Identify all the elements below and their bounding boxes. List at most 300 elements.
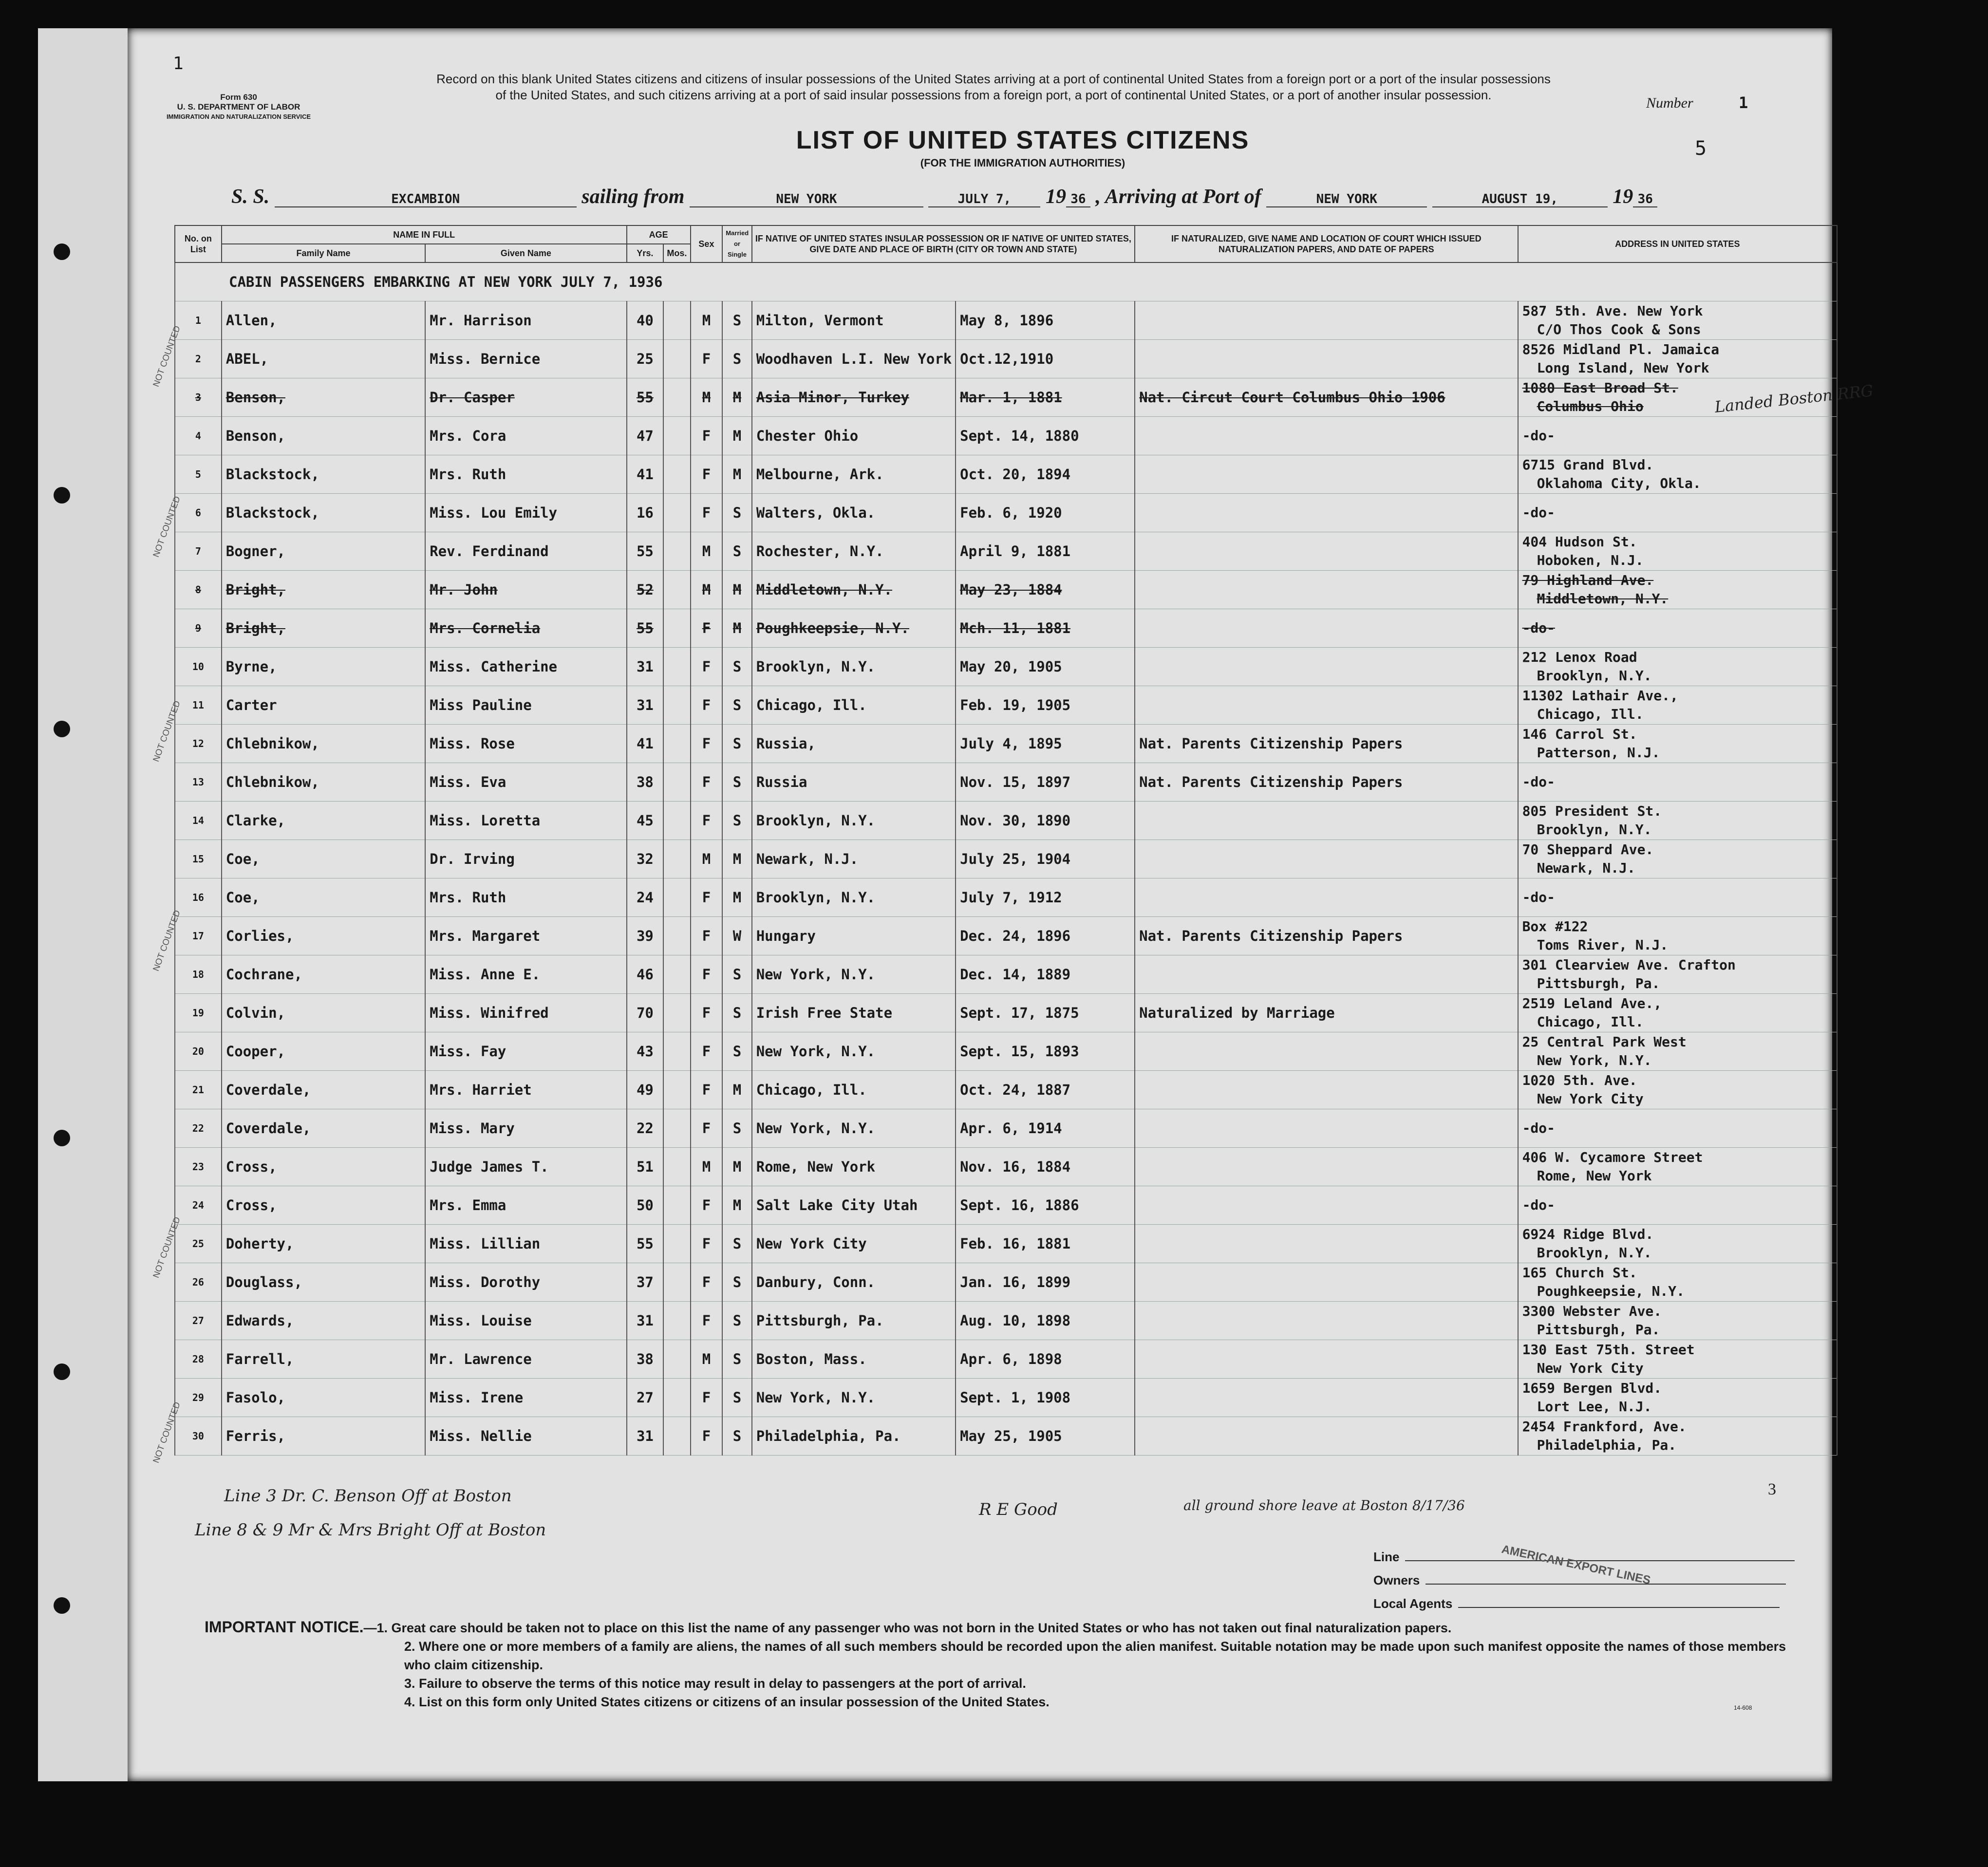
address-line-1: -do- (1522, 889, 1555, 905)
section-label: CABIN PASSENGERS EMBARKING AT NEW YORK JULY 7, 1936 (175, 262, 1837, 301)
col-address: ADDRESS IN UNITED STATES (1518, 225, 1837, 262)
row-number: 27 (175, 1302, 222, 1340)
naturalization (1135, 840, 1518, 878)
address-line-2: New York, N.Y. (1537, 1052, 1652, 1068)
marital-status: S (722, 301, 751, 340)
family-name: Colvin, (222, 994, 425, 1032)
birth-date: Sept. 15, 1893 (956, 1032, 1135, 1071)
address-line-2: Chicago, Ill. (1537, 706, 1644, 722)
marital-status: S (722, 955, 751, 994)
family-name: Cross, (222, 1186, 425, 1225)
sex: F (691, 609, 723, 648)
line-label: Line (1373, 1550, 1400, 1564)
col-sex: Sex (691, 225, 723, 262)
family-name: Allen, (222, 301, 425, 340)
address-line-1: 3300 Webster Ave. (1522, 1303, 1662, 1319)
section-row (175, 262, 1837, 301)
given-name: Dr. Irving (425, 840, 626, 878)
family-name: Coverdale, (222, 1109, 425, 1148)
birth-date: May 8, 1896 (956, 301, 1135, 340)
table-row (175, 340, 1837, 378)
marital-status: W (722, 917, 751, 955)
address-line-1: -do- (1522, 504, 1555, 521)
age-months (663, 917, 690, 955)
age-months (663, 994, 690, 1032)
marital-status: S (722, 686, 751, 725)
address-line-1: 146 Carrol St. (1522, 726, 1637, 742)
marital-status: S (722, 532, 751, 571)
row-number: 11 (175, 686, 222, 725)
arrival-port: NEW YORK (1266, 192, 1427, 207)
marital-status: S (722, 340, 751, 378)
service-name: IMMIGRATION AND NATURALIZATION SERVICE (166, 113, 311, 120)
table-row (175, 455, 1837, 494)
marital-status: M (722, 840, 751, 878)
row-number: 30 (175, 1417, 222, 1456)
row-number: 4 (175, 417, 222, 455)
address-line-2: Patterson, N.J. (1537, 745, 1660, 761)
corner-mark: 3 (1768, 1480, 1776, 1498)
age-months (663, 1032, 690, 1071)
age-months (663, 1263, 690, 1302)
age-months (663, 417, 690, 455)
table-row (175, 1032, 1837, 1071)
number-label: Number (1646, 95, 1693, 111)
address-line-1: 587 5th. Ave. New York (1522, 303, 1703, 319)
address-line-2: Long Island, New York (1537, 360, 1709, 376)
address-line-1: 2519 Leland Ave., (1522, 995, 1662, 1011)
birth-place: Pittsburgh, Pa. (752, 1302, 956, 1340)
footer-agents (1373, 1596, 1780, 1611)
address (1518, 1263, 1837, 1302)
birth-place: New York, N.Y. (752, 955, 956, 994)
naturalization (1135, 340, 1518, 378)
table-row (175, 1071, 1837, 1109)
sex: M (691, 532, 723, 571)
given-name: Mrs. Cornelia (425, 609, 626, 648)
col-yrs: Yrs. (627, 244, 664, 262)
naturalization (1135, 1225, 1518, 1263)
given-name: Mrs. Emma (425, 1186, 626, 1225)
agents-label: Local Agents (1373, 1596, 1453, 1611)
page-mark: 1 (173, 54, 184, 74)
family-name: Carter (222, 686, 425, 725)
row-number: 2 (175, 340, 222, 378)
sex: F (691, 1302, 723, 1340)
table-row (175, 686, 1837, 725)
address-line-1: 406 W. Cycamore Street (1522, 1149, 1703, 1165)
family-name: ABEL, (222, 340, 425, 378)
row-number: 6 (175, 494, 222, 532)
address-line-1: -do- (1522, 774, 1555, 790)
birth-date: Oct. 24, 1887 (956, 1071, 1135, 1109)
sex: F (691, 725, 723, 763)
birth-date: July 25, 1904 (956, 840, 1135, 878)
binder-hole (54, 243, 70, 260)
not-counted-note: NOT COUNTED (151, 1215, 182, 1279)
sex: F (691, 494, 723, 532)
address-line-2: Pittsburgh, Pa. (1537, 975, 1660, 991)
note-line-8-9: Line 8 & 9 Mr & Mrs Bright Off at Boston (195, 1520, 546, 1540)
age-months (663, 840, 690, 878)
form-block (141, 93, 336, 122)
address-line-1: 79 Highland Ave. (1522, 572, 1654, 588)
address-line-1: 1080 East Broad St. (1522, 380, 1678, 396)
row-number: 19 (175, 994, 222, 1032)
notice-item-2: 2. Where one or more members of a family are aliens, the names of all such members should be recorded upon the alien manifest. Suitable notation may be made upon such manifest opposite the names of those members who claim citizenship. (404, 1639, 1786, 1672)
birth-date: Nov. 16, 1884 (956, 1148, 1135, 1186)
arrival-year: 36 (1633, 192, 1657, 207)
address-line-2: Oklahoma City, Okla. (1537, 475, 1701, 491)
birth-place: Hungary (752, 917, 956, 955)
birth-place: Rochester, N.Y. (752, 532, 956, 571)
given-name: Miss. Loretta (425, 802, 626, 840)
address (1518, 1302, 1837, 1340)
birth-place: Milton, Vermont (752, 301, 956, 340)
address-line-1: 2454 Frankford, Ave. (1522, 1419, 1687, 1435)
address-line-1: Box #122 (1522, 918, 1588, 934)
col-mos: Mos. (663, 244, 690, 262)
family-name: Edwards, (222, 1302, 425, 1340)
given-name: Mr. John (425, 571, 626, 609)
naturalization (1135, 417, 1518, 455)
age-years: 55 (627, 609, 664, 648)
given-name: Mrs. Ruth (425, 878, 626, 917)
table-body (175, 262, 1837, 1456)
marital-status: S (722, 725, 751, 763)
address (1518, 340, 1837, 378)
age-months (663, 378, 690, 417)
naturalization: Nat. Circut Court Columbus Ohio 1906 (1135, 378, 1518, 417)
naturalization (1135, 878, 1518, 917)
family-name: Coe, (222, 840, 425, 878)
address-line-1: 70 Sheppard Ave. (1522, 841, 1654, 858)
address-line-2: Columbus Ohio (1537, 398, 1644, 414)
address-line-1: 11302 Lathair Ave., (1522, 688, 1678, 704)
naturalization: Nat. Parents Citizenship Papers (1135, 763, 1518, 802)
age-months (663, 725, 690, 763)
table-row (175, 802, 1837, 840)
birth-date: Apr. 6, 1914 (956, 1109, 1135, 1148)
naturalization (1135, 532, 1518, 571)
birth-place: Melbourne, Ark. (752, 455, 956, 494)
footer-owners (1373, 1573, 1786, 1588)
address-line-1: 165 Church St. (1522, 1265, 1637, 1281)
address (1518, 917, 1837, 955)
family-name: Blackstock, (222, 494, 425, 532)
given-name: Miss. Eva (425, 763, 626, 802)
row-number: 25 (175, 1225, 222, 1263)
given-name: Miss. Fay (425, 1032, 626, 1071)
birth-date: Oct.12,1910 (956, 340, 1135, 378)
address (1518, 955, 1837, 994)
age-years: 22 (627, 1109, 664, 1148)
given-name: Miss. Bernice (425, 340, 626, 378)
birth-place: Russia, (752, 725, 956, 763)
address (1518, 1225, 1837, 1263)
birth-place: Boston, Mass. (752, 1340, 956, 1379)
table-row (175, 1225, 1837, 1263)
address-line-2: Toms River, N.J. (1537, 937, 1669, 953)
naturalization (1135, 1186, 1518, 1225)
age-years: 55 (627, 1225, 664, 1263)
age-years: 32 (627, 840, 664, 878)
address-line-2: Brooklyn, N.Y. (1537, 1245, 1652, 1261)
birth-place: Brooklyn, N.Y. (752, 648, 956, 686)
table-row (175, 1263, 1837, 1302)
age-years: 27 (627, 1379, 664, 1417)
age-years: 51 (627, 1148, 664, 1186)
family-name: Bright, (222, 571, 425, 609)
passenger-table (174, 225, 1838, 1456)
age-years: 38 (627, 763, 664, 802)
address-line-2: Middletown, N.Y. (1537, 591, 1669, 607)
age-years: 43 (627, 1032, 664, 1071)
birth-date: Sept. 1, 1908 (956, 1379, 1135, 1417)
address (1518, 571, 1837, 609)
row-number: 21 (175, 1071, 222, 1109)
sex: M (691, 301, 723, 340)
given-name: Miss. Winifred (425, 994, 626, 1032)
naturalization (1135, 455, 1518, 494)
address-line-1: 6715 Grand Blvd. (1522, 457, 1654, 473)
birth-place: Walters, Okla. (752, 494, 956, 532)
address (1518, 532, 1837, 571)
address-line-1: 130 East 75th. Street (1522, 1342, 1695, 1358)
marital-status: S (722, 1109, 751, 1148)
family-name: Benson, (222, 378, 425, 417)
table-row (175, 417, 1837, 455)
address (1518, 802, 1837, 840)
naturalization (1135, 1071, 1518, 1109)
table-row (175, 609, 1837, 648)
col-birth: IF NATIVE OF UNITED STATES INSULAR POSSESSION OR IF NATIVE OF UNITED STATES, GIVE DATE AND PLACE OF BIRTH (CITY OR TOWN AND STATE) (752, 225, 1135, 262)
row-number: 23 (175, 1148, 222, 1186)
birth-date: Nov. 15, 1897 (956, 763, 1135, 802)
address (1518, 994, 1837, 1032)
notice-item-4: 4. List on this form only United States citizens or citizens of an insular possession of the United States. (404, 1695, 1050, 1709)
table-row (175, 1302, 1837, 1340)
birth-date: Dec. 14, 1889 (956, 955, 1135, 994)
age-months (663, 1340, 690, 1379)
row-number: 3 (175, 378, 222, 417)
birth-date: May 25, 1905 (956, 1417, 1135, 1456)
page-number: 5 (1695, 137, 1707, 160)
sex: F (691, 686, 723, 725)
table-row (175, 301, 1837, 340)
age-months (663, 340, 690, 378)
given-name: Mrs. Ruth (425, 455, 626, 494)
birth-date: July 7, 1912 (956, 878, 1135, 917)
important-notice (205, 1618, 1812, 1711)
table-row (175, 1186, 1837, 1225)
marital-status: M (722, 417, 751, 455)
ship-name: EXCAMBION (275, 192, 577, 207)
address-line-1: 1659 Bergen Blvd. (1522, 1380, 1662, 1396)
birth-place: New York, N.Y. (752, 1379, 956, 1417)
address (1518, 878, 1837, 917)
birth-place: New York, N.Y. (752, 1032, 956, 1071)
address-line-1: 1020 5th. Ave. (1522, 1072, 1637, 1088)
age-years: 41 (627, 725, 664, 763)
sex: M (691, 378, 723, 417)
binder-hole (54, 1130, 70, 1146)
age-years: 38 (627, 1340, 664, 1379)
row-number: 20 (175, 1032, 222, 1071)
sex: F (691, 1071, 723, 1109)
family-name: Cross, (222, 1148, 425, 1186)
family-name: Blackstock, (222, 455, 425, 494)
family-name: Benson, (222, 417, 425, 455)
age-months (663, 1379, 690, 1417)
family-name: Chlebnikow, (222, 763, 425, 802)
birth-date: Aug. 10, 1898 (956, 1302, 1135, 1340)
age-years: 16 (627, 494, 664, 532)
address-line-2: Chicago, Ill. (1537, 1014, 1644, 1030)
birth-place: Woodhaven L.I. New York (752, 340, 956, 378)
age-months (663, 1302, 690, 1340)
marital-status: S (722, 1263, 751, 1302)
address (1518, 417, 1837, 455)
naturalization (1135, 1302, 1518, 1340)
address-line-2: Brooklyn, N.Y. (1537, 668, 1652, 684)
company-stamp: AMERICAN EXPORT LINES (1500, 1542, 1652, 1587)
col-married: Married or Single (722, 225, 751, 262)
sex: F (691, 955, 723, 994)
year-prefix: 19 (1045, 186, 1066, 208)
marital-status: S (722, 1302, 751, 1340)
birth-place: Asia Minor, Turkey (752, 378, 956, 417)
age-years: 37 (627, 1263, 664, 1302)
given-name: Mrs. Margaret (425, 917, 626, 955)
age-months (663, 1417, 690, 1456)
age-years: 39 (627, 917, 664, 955)
address-line-1: 8526 Midland Pl. Jamaica (1522, 341, 1720, 357)
birth-date: Mar. 1, 1881 (956, 378, 1135, 417)
row-number: 7 (175, 532, 222, 571)
age-years: 31 (627, 686, 664, 725)
row-number: 26 (175, 1263, 222, 1302)
family-name: Coe, (222, 878, 425, 917)
birth-date: Feb. 19, 1905 (956, 686, 1135, 725)
age-months (663, 878, 690, 917)
age-years: 24 (627, 878, 664, 917)
age-years: 46 (627, 955, 664, 994)
form-code: 14-608 (1734, 1704, 1752, 1711)
address (1518, 725, 1837, 763)
address-line-2: Philadelphia, Pa. (1537, 1437, 1677, 1453)
sex: M (691, 840, 723, 878)
sex: M (691, 571, 723, 609)
address (1518, 1379, 1837, 1417)
departure-year: 36 (1066, 192, 1090, 207)
address-line-2: Rome, New York (1537, 1168, 1652, 1184)
address (1518, 455, 1837, 494)
sailing-label: sailing from (581, 186, 685, 208)
address-line-2: Pittsburgh, Pa. (1537, 1322, 1660, 1338)
row-number: 17 (175, 917, 222, 955)
notice-title: IMPORTANT NOTICE. (205, 1618, 364, 1636)
table-row (175, 955, 1837, 994)
age-months (663, 301, 690, 340)
age-years: 52 (627, 571, 664, 609)
family-name: Chlebnikow, (222, 725, 425, 763)
family-name: Cooper, (222, 1032, 425, 1071)
sex: F (691, 1379, 723, 1417)
naturalization (1135, 1263, 1518, 1302)
address-line-2: Brooklyn, N.Y. (1537, 821, 1652, 838)
not-counted-note: NOT COUNTED (151, 324, 182, 388)
marital-status: S (722, 763, 751, 802)
birth-date: Feb. 6, 1920 (956, 494, 1135, 532)
notice-item-3: 3. Failure to observe the terms of this notice may result in delay to passengers at the port of arrival. (404, 1676, 1026, 1691)
marital-status: S (722, 1340, 751, 1379)
row-number: 16 (175, 878, 222, 917)
col-age: AGE (627, 225, 691, 244)
marital-status: M (722, 1071, 751, 1109)
birth-place: New York, N.Y. (752, 1109, 956, 1148)
address-line-1: 404 Hudson St. (1522, 534, 1637, 550)
marital-status: M (722, 609, 751, 648)
age-years: 31 (627, 648, 664, 686)
family-name: Bogner, (222, 532, 425, 571)
address (1518, 1148, 1837, 1186)
age-months (663, 1071, 690, 1109)
table-row (175, 725, 1837, 763)
family-name: Clarke, (222, 802, 425, 840)
given-name: Mr. Lawrence (425, 1340, 626, 1379)
family-name: Douglass, (222, 1263, 425, 1302)
row-number: 12 (175, 725, 222, 763)
marital-status: S (722, 648, 751, 686)
departure-date: JULY 7, (928, 192, 1040, 207)
table-row (175, 994, 1837, 1032)
age-months (663, 571, 690, 609)
table-row (175, 532, 1837, 571)
naturalization (1135, 1032, 1518, 1071)
departure-port: NEW YORK (690, 192, 923, 207)
address (1518, 648, 1837, 686)
row-number: 22 (175, 1109, 222, 1148)
birth-date: Sept. 14, 1880 (956, 417, 1135, 455)
given-name: Judge James T. (425, 1148, 626, 1186)
birth-date: May 20, 1905 (956, 648, 1135, 686)
birth-place: Chicago, Ill. (752, 1071, 956, 1109)
table-row (175, 1340, 1837, 1379)
address (1518, 1032, 1837, 1071)
birth-place: Chester Ohio (752, 417, 956, 455)
table-row (175, 378, 1837, 417)
age-months (663, 609, 690, 648)
row-number: 28 (175, 1340, 222, 1379)
given-name: Miss. Louise (425, 1302, 626, 1340)
col-naturalized: IF NATURALIZED, GIVE NAME AND LOCATION OF COURT WHICH ISSUED NATURALIZATION PAPERS, AND DATE OF PAPERS (1135, 225, 1518, 262)
table-row (175, 840, 1837, 878)
marital-status: S (722, 802, 751, 840)
naturalization (1135, 802, 1518, 840)
voyage-line (231, 185, 1657, 208)
address (1518, 301, 1837, 340)
not-counted-note: NOT COUNTED (151, 699, 182, 763)
family-name: Byrne, (222, 648, 425, 686)
table-row (175, 1109, 1837, 1148)
naturalization (1135, 1109, 1518, 1148)
arriving-label: , Arriving at Port of (1095, 186, 1261, 208)
age-months (663, 1109, 690, 1148)
age-months (663, 648, 690, 686)
address-line-1: -do- (1522, 1120, 1555, 1136)
age-months (663, 763, 690, 802)
